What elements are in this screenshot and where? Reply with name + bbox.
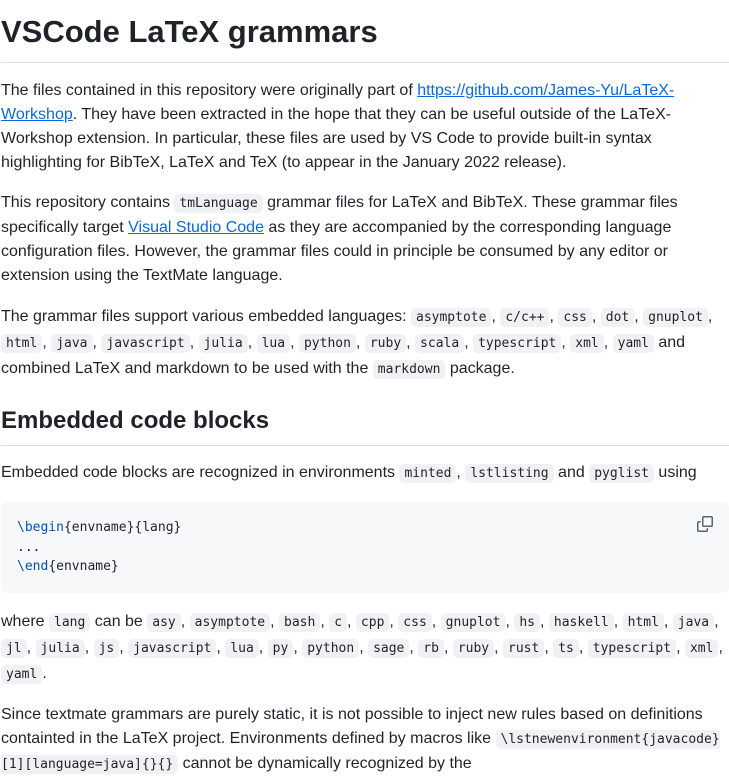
minted-code: minted [399,464,456,483]
embedded-text-3: package. [445,360,515,377]
lang-value-code: css [398,613,431,632]
and-text: and [553,464,590,481]
where-text-3: . [42,664,47,682]
embedded-language-code: css [558,308,591,327]
embedded-language-code: dot [601,308,634,327]
begin-args: {envname}{lang} [63,520,182,535]
lang-value-code: python [302,639,359,658]
embedded-language-code: asymptote [411,308,491,327]
lang-value-code: py [268,639,294,658]
static-text-2: cannot be dynamically recognized by the [178,754,472,772]
environments-text-2: using [653,464,697,481]
embedded-text-1: The grammar files support various embedded languages: [1,308,411,325]
lang-value-code: hs [514,613,540,632]
lang-value-code: haskell [549,613,614,632]
embedded-language-code: gnuplot [643,308,708,327]
lang-value-code: ruby [453,639,494,658]
code-block [1,502,729,593]
embedded-language-code: python [299,334,356,353]
embedded-language-list: asymptote , c/c++ , css , dot , gnuplot , html , java , javascript , julia , lua , python , ruby , scala , typescript , xml , yaml [1,308,712,351]
embedded-language-code: typescript [473,334,561,353]
latex-workshop-link[interactable]: https://github.com/James-Yu/LaTeX-Workshop [1,82,675,123]
lang-value-code: yaml [1,665,42,684]
lstlisting-code: lstlisting [465,464,553,483]
lang-value-code: javascript [128,639,216,658]
environments-text-1: Embedded code blocks are recognized in environments [1,464,400,481]
embedded-language-code: ruby [365,334,406,353]
environments-paragraph: Embedded code blocks are recognized in environments minted , lstlisting and pyglist using [1,464,697,481]
lang-value-code: jl [1,639,27,658]
embedded-language-code: lua [257,334,290,353]
intro-text-1: The files contained in this repository were originally part of [1,82,418,99]
contains-text-3: as they are accompanied by the corresponding language configuration files. However, the grammar files could in principle be consumed by any editor or extension using the TextMate language. [1,219,672,284]
embedded-language-code: c/c++ [500,308,549,327]
lang-value-code: lua [225,639,258,658]
lang-value-code: asymptote [190,613,270,632]
readme-content [0,12,729,777]
section-heading-embedded-code-blocks: Embedded code blocks [1,406,729,446]
embedded-language-code: scala [415,334,464,353]
lang-value-code: sage [368,639,409,658]
static-text-1: Since textmate grammars are purely static, it is not possible to inject new rules based on definitions containted in the LaTeX project. Environments defined by macros like [1,705,703,747]
contains-text-2: grammar files for LaTeX and BibTeX. These grammar files specifically target [1,194,678,236]
lang-code: lang [49,613,90,632]
lang-value-code: asy [147,613,180,632]
embedded-language-code: julia [199,334,248,353]
page-title: VSCode LaTeX grammars [1,12,729,63]
intro-text-2: . They have been extracted in the hope that they can be useful outside of the LaTeX-Workshop extension. In particular, these files are used by VS Code to provide built-in syntax highlighting for BibTeX, LaTeX and TeX (to appear in the January 2022 release). [1,106,672,171]
where-paragraph [1,609,729,687]
vscode-link[interactable]: Visual Studio Code [128,219,264,236]
embedded-languages-paragraph [1,304,729,382]
lang-value-code: gnuplot [441,613,506,632]
lang-value-code: bash [279,613,320,632]
lang-value-code: html [623,613,664,632]
embedded-language-code: yaml [613,334,654,353]
embedded-language-code: javascript [101,334,189,353]
lang-value-code: xml [685,639,718,658]
markdown-code: markdown [373,360,446,379]
contains-paragraph [1,191,729,288]
end-args: {envname} [48,559,119,574]
tmlanguage-code: tmLanguage [174,194,262,213]
begin-keyword: \begin [17,520,64,535]
where-text-2: can be [90,612,148,630]
static-paragraph [1,703,729,777]
lang-value-code: java [673,613,714,632]
contains-text-1: This repository contains [1,194,175,211]
lang-value-code: rust [503,639,544,658]
embedded-text-2: and combined LaTeX and markdown to be used with the [1,334,686,377]
copy-icon[interactable] [697,516,715,534]
lang-value-code: js [94,639,120,658]
lang-value-code: c [329,613,347,632]
embedded-language-code: java [51,334,92,353]
lang-value-list: asy , asymptote , bash , c , cpp , css , gnuplot , hs , haskell , html , java , jl , julia , js , javascript , lua , py , python , sage , rb , ruby , rust , ts , typescript , xml , yaml [1,613,723,682]
lang-value-code: ts [553,639,579,658]
embedded-language-code: html [1,334,42,353]
lang-value-code: typescript [588,639,676,658]
lang-value-code: julia [36,639,85,658]
embedded-language-code: xml [570,334,603,353]
lang-value-code: rb [418,639,444,658]
intro-paragraph [1,79,729,175]
lstnewenvironment-code: \lstnewenvironment{javacode}[1][language=java]{}{} [1,731,720,772]
end-keyword: \end [17,559,49,574]
code-ellipsis: ... [17,539,41,555]
where-text-1: where [1,612,50,630]
lang-value-code: cpp [356,613,389,632]
pyglist-code: pyglist [589,464,654,483]
